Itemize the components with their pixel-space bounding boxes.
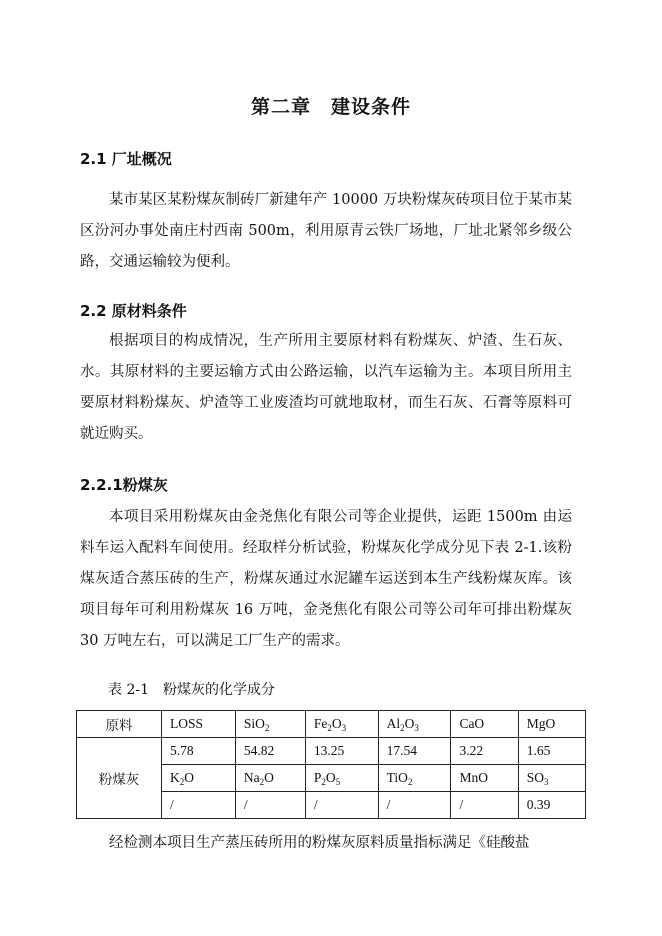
table-cell-formula: $Na_2O$	[235, 765, 305, 792]
table-cell-formula: $K_2O$	[161, 765, 235, 792]
closing-paragraph: 经检测本项目生产蒸压砖所用的粉煤灰原料质量指标满足《硅酸盐	[109, 835, 530, 851]
table-cell-formula: MnO	[451, 765, 518, 792]
section-heading-2-1: 2.1 厂址概况	[80, 150, 172, 168]
table-cell-formula: $SO_3$	[518, 765, 585, 792]
table-cell-formula: $Al_2O_3$	[378, 711, 451, 738]
section-2-2-paragraph: 根据项目的构成情况，生产所用主要原材料有粉煤灰、炉渣、生石灰、水。其原材料的主要运输方式由公路运输，以汽车运输为主。本项目所用主要原材料粉煤灰、炉渣等工业废渣均可就地取材，而生石灰、石膏等原料可就近购买。	[80, 333, 572, 442]
table-cell-value: 54.82	[235, 738, 305, 765]
section-heading-2-2: 2.2 原材料条件	[80, 302, 187, 320]
table-cell-value: /	[305, 792, 378, 819]
table-cell-value: /	[235, 792, 305, 819]
section-2-2-1-paragraph: 本项目采用粉煤灰由金尧焦化有限公司等企业提供，运距 1500m 由运料车运入配料车间使用。经取样分析试验，粉煤灰化学成分见下表 2-1.该粉煤灰适合蒸压砖的生产，粉煤灰通过水泥罐车运送到本生产线粉煤灰库。该项目每年可利用粉煤灰 16 万吨，金尧焦化有限公司等公司年可排出粉煤灰 30 万吨左右，可以满足工厂生产的需求。	[80, 509, 572, 649]
table-header-label: 原料	[77, 711, 162, 738]
table-cell-value: 1.65	[518, 738, 585, 765]
chemical-composition-table	[76, 710, 586, 819]
table-cell-value: 0.39	[518, 792, 585, 819]
table-cell-value: /	[161, 792, 235, 819]
table-cell-formula: LOSS	[161, 711, 235, 738]
table-cell-formula: TiO$_2$	[378, 765, 451, 792]
table-cell-value: 3.22	[451, 738, 518, 765]
table-cell-formula: SiO$_2$	[235, 711, 305, 738]
table-row	[77, 711, 586, 738]
section-heading-2-2-1: 2.2.1粉煤灰	[80, 476, 168, 494]
table-cell-formula: $P_2O_5$	[305, 765, 378, 792]
table-cell-value: 17.54	[378, 738, 451, 765]
table-cell-formula: $Fe_2O_3$	[305, 711, 378, 738]
chapter-title: 第二章 建设条件	[250, 96, 411, 118]
table-row	[77, 738, 586, 765]
table-cell-value: 5.78	[161, 738, 235, 765]
table-caption: 表 2-1 粉煤灰的化学成分	[108, 682, 275, 698]
table-cell-formula: MgO	[518, 711, 585, 738]
table-cell-value: 13.25	[305, 738, 378, 765]
section-2-1-paragraph: 某市某区某粉煤灰制砖厂新建年产 10000 万块粉煤灰砖项目位于某市某区汾河办事处南庄村西南 500m，利用原青云铁厂场地，厂址北紧邻乡级公路，交通运输较为便利。	[80, 192, 572, 270]
table-cell-value: /	[451, 792, 518, 819]
table-row-label: 粉煤灰	[77, 738, 162, 819]
table-cell-value: /	[378, 792, 451, 819]
table-cell-formula: CaO	[451, 711, 518, 738]
